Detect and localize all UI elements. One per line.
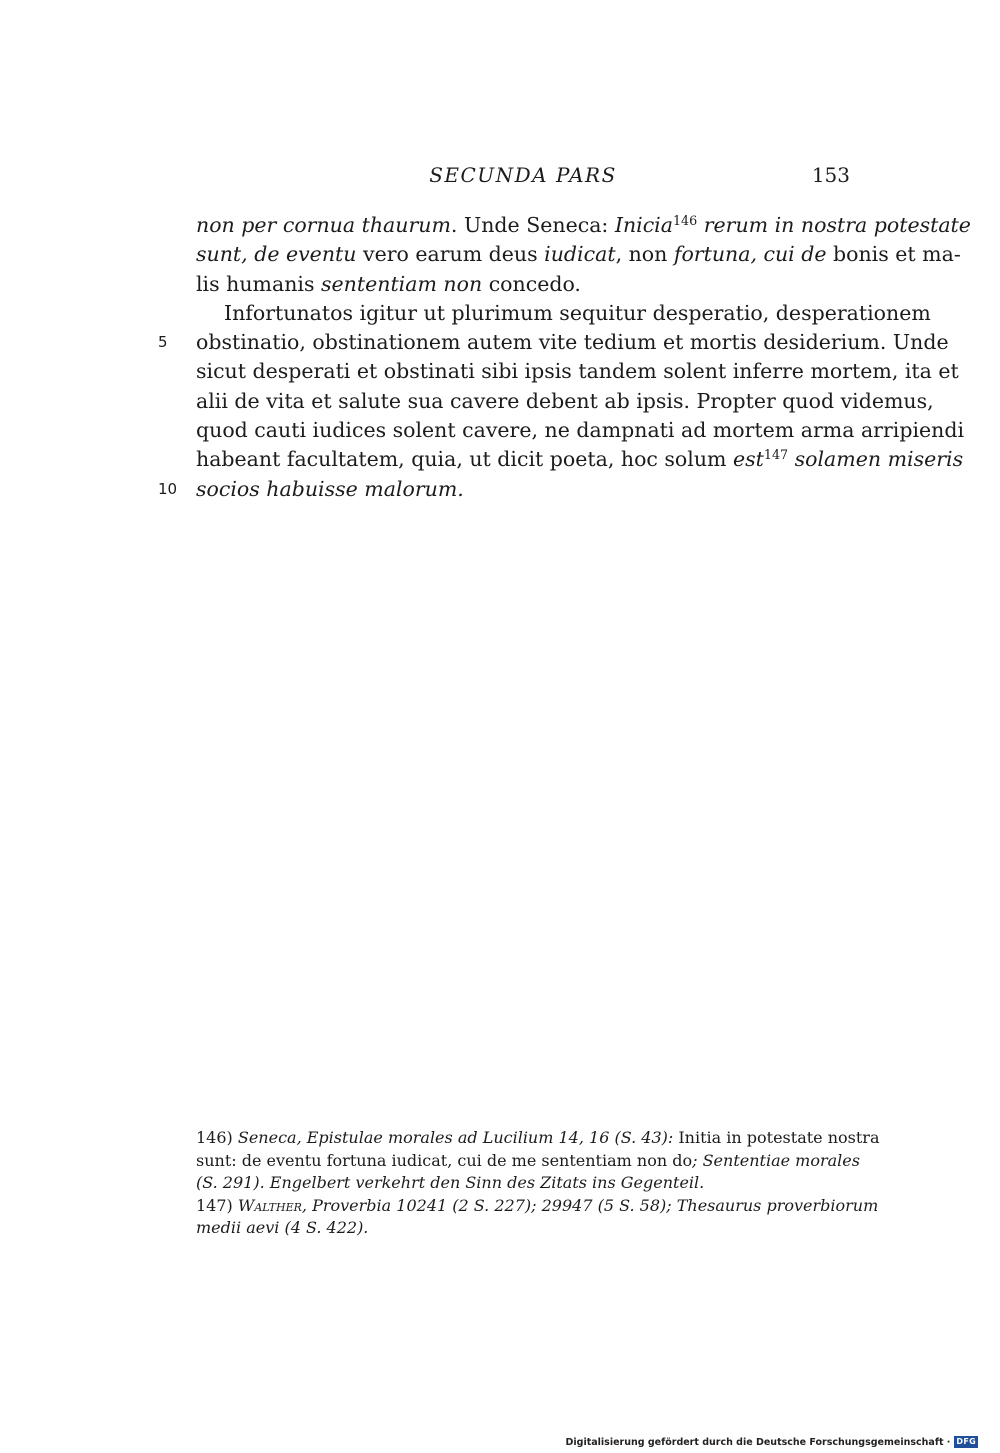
italic-text: iudicat bbox=[544, 242, 616, 267]
main-text bbox=[158, 211, 971, 504]
italic-text: , Proverbia 10241 (2 S. 227); 29947 (5 S. 58); Thesaurus proverbiorum bbox=[301, 1195, 879, 1215]
page-header bbox=[196, 163, 850, 193]
text-segment: habeant facultatem, quia, ut dicit poeta, hoc solum bbox=[196, 447, 733, 472]
footnote-line bbox=[196, 1217, 850, 1240]
text-line bbox=[196, 357, 959, 386]
footnote-line bbox=[196, 1195, 879, 1218]
text-line bbox=[158, 475, 850, 504]
text-segment: concedo. bbox=[482, 271, 581, 296]
running-title: SECUNDA PARS bbox=[429, 163, 617, 187]
text-line bbox=[196, 270, 850, 299]
text-segment: , non bbox=[615, 242, 674, 267]
dfg-logo: DFG bbox=[956, 1437, 976, 1446]
text-segment: . Unde Seneca: bbox=[450, 213, 615, 237]
text-segment: 147) bbox=[196, 1195, 238, 1215]
text-line bbox=[196, 416, 965, 445]
italic-text: ; Sententiae morales bbox=[692, 1150, 860, 1170]
footnote-line bbox=[196, 1127, 880, 1150]
text-line bbox=[196, 387, 934, 416]
text-segment: bonis et ma- bbox=[826, 242, 961, 267]
italic-text: fortuna, cui de bbox=[673, 242, 827, 267]
text-segment: lis humanis bbox=[196, 271, 322, 296]
text-segment: Infortunatos igitur ut plurimum sequitur desperatio, desperationem bbox=[224, 300, 931, 325]
italic-text: medii aevi (4 S. 422). bbox=[196, 1218, 369, 1238]
footnote-line bbox=[196, 1150, 860, 1173]
footnote-line bbox=[196, 1172, 850, 1195]
digitization-credit: Digitalisierung gefördert durch die Deutsche Forschungsgemeinschaft · bbox=[565, 1436, 951, 1448]
line-number: 5 bbox=[158, 333, 168, 352]
italic-text: non per cornua thaurum bbox=[196, 213, 451, 237]
text-line bbox=[196, 211, 971, 240]
text-segment: vero earum deus bbox=[356, 242, 545, 267]
footnote-reference: 146 bbox=[672, 213, 698, 229]
line-number: 10 bbox=[158, 479, 178, 498]
italic-text: socios habuisse malorum. bbox=[196, 476, 464, 501]
footnotes bbox=[196, 1127, 880, 1240]
italic-text: rerum in nostra potestate bbox=[697, 213, 971, 237]
italic-text: Seneca, Epistulae morales ad Lucilium 14, 16 (S. 43): bbox=[237, 1128, 674, 1147]
italic-text: solamen miseris bbox=[788, 447, 964, 472]
page-number: 153 bbox=[811, 163, 850, 187]
text-segment: quod cauti iudices solent cavere, ne dampnati ad mortem arma arripiendi bbox=[196, 418, 965, 443]
text-segment: sunt: de eventu fortuna iudicat, cui de me sententiam non do bbox=[196, 1150, 693, 1170]
italic-text: est bbox=[732, 447, 764, 472]
footnote-reference: 147 bbox=[763, 447, 789, 463]
text-line bbox=[196, 240, 961, 269]
italic-text: (S. 291). Engelbert verkehrt den Sinn des Zitats ins Gegenteil. bbox=[196, 1173, 705, 1193]
italic-text: sunt, de eventu bbox=[196, 242, 357, 267]
italic-text: sententiam non bbox=[321, 271, 483, 296]
text-segment: sicut desperati et obstinati sibi ipsis tandem solent inferre mortem, ita et bbox=[196, 359, 959, 384]
italic-text: Walther bbox=[237, 1195, 302, 1215]
text-line bbox=[158, 328, 949, 357]
text-segment: obstinatio, obstinationem autem vite tedium et mortis desiderium. Unde bbox=[196, 330, 949, 355]
text-segment: 146) bbox=[196, 1128, 238, 1147]
text-line bbox=[196, 445, 964, 474]
italic-text: Inicia bbox=[614, 213, 673, 237]
text-segment: alii de vita et salute sua cavere debent ab ipsis. Propter quod videmus, bbox=[196, 388, 934, 413]
text-line bbox=[196, 299, 931, 328]
text-segment: Initia in potestate nostra bbox=[673, 1128, 880, 1147]
page-footer bbox=[566, 1435, 978, 1449]
